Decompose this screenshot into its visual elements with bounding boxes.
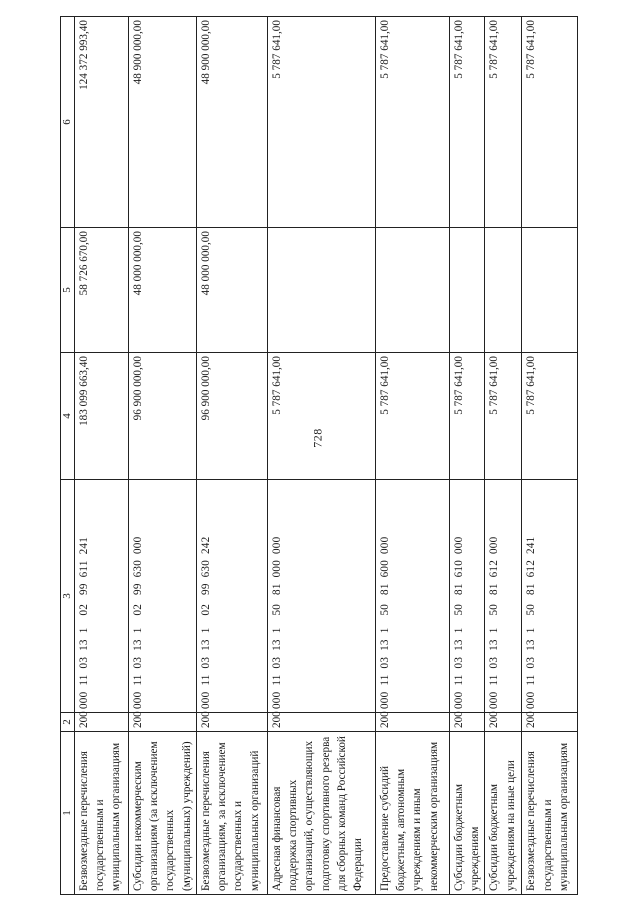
header-cell-1: 1 <box>61 732 75 895</box>
row-classifier: 000 11 03 13 1 02 99 630 000 <box>129 480 197 713</box>
row-code: 200 <box>375 713 449 732</box>
row-value-col6: 5 787 641,00 <box>485 17 522 228</box>
row-name: Субсидии бюджетным учреждениям <box>449 732 484 895</box>
row-value-col6: 124 372 993,40 <box>75 17 129 228</box>
row-code: 200 <box>267 713 375 732</box>
row-value-col5 <box>485 228 522 353</box>
row-value-col4: 5 787 641,00 <box>267 353 375 480</box>
row-value-col5: 48 000 000,00 <box>196 228 267 353</box>
row-code: 200 <box>129 713 197 732</box>
row-name: Субсидии бюджетным учреждениям на иные цели <box>485 732 522 895</box>
budget-table-area <box>60 17 640 891</box>
table-row <box>485 17 522 895</box>
row-value-col5: 48 000 000,00 <box>129 228 197 353</box>
budget-table <box>60 16 578 895</box>
table-row <box>375 17 449 895</box>
table-row <box>129 17 197 895</box>
page-number: 728 <box>310 428 325 448</box>
row-value-col4: 5 787 641,00 <box>522 353 578 480</box>
row-classifier: 000 11 03 13 1 50 81 612 000 <box>485 480 522 713</box>
row-code: 200 <box>485 713 522 732</box>
row-name: Субсидии некоммерческим организациям (за исключением государственных (муниципальных) учреждений) <box>129 732 197 895</box>
row-name: Адресная финансовая поддержка спортивных организаций, осуществляющих подготовку спортивного резерва для сборных команд Российской Федерации <box>267 732 375 895</box>
table-row <box>267 17 375 895</box>
header-cell-6: 6 <box>61 17 75 228</box>
row-value-col6: 48 900 000,00 <box>196 17 267 228</box>
row-code: 200 <box>196 713 267 732</box>
row-value-col5 <box>375 228 449 353</box>
row-value-col6: 48 900 000,00 <box>129 17 197 228</box>
row-value-col5 <box>267 228 375 353</box>
header-row <box>61 17 75 895</box>
row-classifier: 000 11 03 13 1 50 81 000 000 <box>267 480 375 713</box>
header-cell-4: 4 <box>61 353 75 480</box>
row-value-col4: 96 900 000,00 <box>196 353 267 480</box>
header-cell-3: 3 <box>61 480 75 713</box>
row-value-col6: 5 787 641,00 <box>449 17 484 228</box>
row-value-col6: 5 787 641,00 <box>522 17 578 228</box>
row-classifier: 000 11 03 13 1 02 99 611 241 <box>75 480 129 713</box>
row-name: Безвозмездные перечисления государственным и муниципальным организациям <box>522 732 578 895</box>
table-row <box>522 17 578 895</box>
row-value-col6: 5 787 641,00 <box>267 17 375 228</box>
row-value-col4: 183 099 663,40 <box>75 353 129 480</box>
row-name: Предоставление субсидий бюджетным, автономным учреждениям и иным некоммерческим организациям <box>375 732 449 895</box>
row-value-col4: 96 900 000,00 <box>129 353 197 480</box>
table-row <box>196 17 267 895</box>
table-row <box>449 17 484 895</box>
row-classifier: 000 11 03 13 1 50 81 612 241 <box>522 480 578 713</box>
row-value-col5 <box>449 228 484 353</box>
row-value-col6: 5 787 641,00 <box>375 17 449 228</box>
row-classifier: 000 11 03 13 1 50 81 600 000 <box>375 480 449 713</box>
row-value-col5 <box>522 228 578 353</box>
row-code: 200 <box>449 713 484 732</box>
rotated-table-container <box>60 17 574 895</box>
row-name: Безвозмездные перечисления организациям, за исключением государственных и муниципальных организаций <box>196 732 267 895</box>
row-value-col4: 5 787 641,00 <box>449 353 484 480</box>
row-classifier: 000 11 03 13 1 50 81 610 000 <box>449 480 484 713</box>
row-value-col4: 5 787 641,00 <box>485 353 522 480</box>
header-cell-5: 5 <box>61 228 75 353</box>
row-code: 200 <box>75 713 129 732</box>
row-name: Безвозмездные перечисления государственным и муниципальным организациям <box>75 732 129 895</box>
row-code: 200 <box>522 713 578 732</box>
header-cell-2: 2 <box>61 713 75 732</box>
row-value-col4: 5 787 641,00 <box>375 353 449 480</box>
row-value-col5: 58 726 670,00 <box>75 228 129 353</box>
table-row <box>75 17 129 895</box>
row-classifier: 000 11 03 13 1 02 99 630 242 <box>196 480 267 713</box>
